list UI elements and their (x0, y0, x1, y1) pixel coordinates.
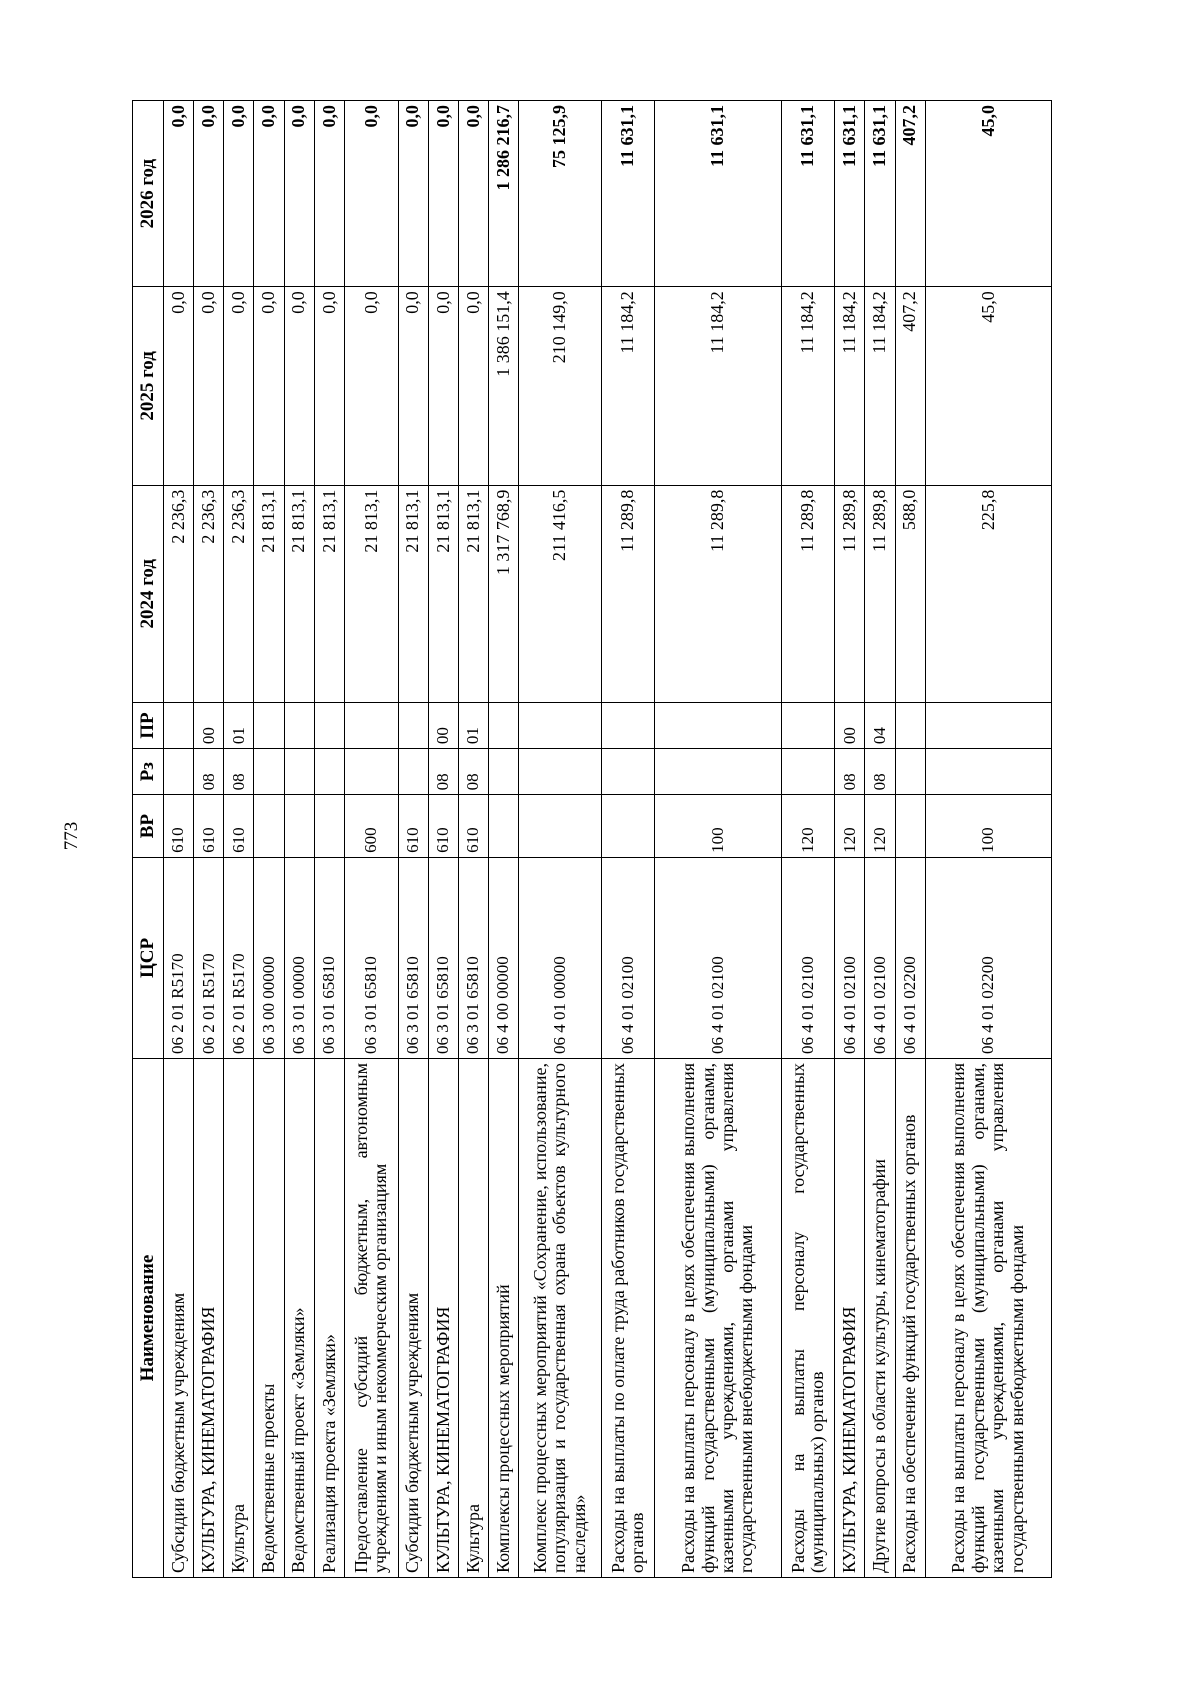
cell-pr (164, 702, 194, 748)
table-row (164, 101, 194, 1578)
cell-2025: 0,0 (254, 287, 284, 485)
table-row (284, 101, 314, 1578)
cell-2025: 11 184,2 (655, 287, 781, 485)
cell-2026: 407,2 (895, 101, 925, 287)
cell-pr (254, 702, 284, 748)
cell-2024: 2 236,3 (194, 485, 224, 702)
cell-name: КУЛЬТУРА, КИНЕМАТОГРАФИЯ (194, 1058, 224, 1577)
header-pr: ПР (133, 702, 164, 748)
cell-csr: 06 2 01 R5170 (164, 857, 194, 1058)
cell-vr: 610 (428, 795, 458, 858)
cell-rz (489, 749, 519, 795)
cell-vr (489, 795, 519, 858)
table-row (344, 101, 398, 1578)
cell-csr: 06 4 01 02100 (781, 857, 835, 1058)
cell-rz: 08 (428, 749, 458, 795)
cell-rz (314, 749, 344, 795)
cell-vr (314, 795, 344, 858)
cell-rz (284, 749, 314, 795)
cell-rz: 08 (194, 749, 224, 795)
cell-rz (164, 749, 194, 795)
cell-name: Расходы на обеспечение функций государственных органов (895, 1058, 925, 1577)
cell-name: Расходы на выплаты персоналу в целях обеспечения выполнения функций государственными (муниципальными) органами, казенными учреждениями, органами управления государственными внебюджетными фондами (925, 1058, 1051, 1577)
cell-2024: 21 813,1 (284, 485, 314, 702)
header-rz: Рз (133, 749, 164, 795)
cell-pr: 00 (835, 702, 865, 748)
page-number: 773 (61, 821, 82, 851)
table-row (458, 101, 488, 1578)
cell-2026: 11 631,1 (655, 101, 781, 287)
cell-vr: 610 (398, 795, 428, 858)
cell-name: Ведомственные проекты (254, 1058, 284, 1577)
table-row (895, 101, 925, 1578)
table-row (254, 101, 284, 1578)
cell-pr: 00 (428, 702, 458, 748)
cell-2025: 11 184,2 (601, 287, 655, 485)
cell-pr: 01 (224, 702, 254, 748)
cell-rz (655, 749, 781, 795)
cell-pr: 04 (865, 702, 895, 748)
cell-2026: 11 631,1 (835, 101, 865, 287)
cell-csr: 06 4 01 02200 (925, 857, 1051, 1058)
cell-2025: 0,0 (428, 287, 458, 485)
cell-name: Ведомственный проект «Земляки» (284, 1058, 314, 1577)
cell-2024: 11 289,8 (865, 485, 895, 702)
cell-csr: 06 4 01 02100 (655, 857, 781, 1058)
cell-2026: 11 631,1 (781, 101, 835, 287)
cell-2026: 0,0 (428, 101, 458, 287)
cell-2025: 0,0 (344, 287, 398, 485)
cell-pr: 01 (458, 702, 488, 748)
cell-name: Субсидии бюджетным учреждениям (164, 1058, 194, 1577)
cell-pr: 00 (194, 702, 224, 748)
table-row (194, 101, 224, 1578)
table-row (224, 101, 254, 1578)
cell-2026: 0,0 (254, 101, 284, 287)
header-2024: 2024 год (133, 485, 164, 702)
header-2025: 2025 год (133, 287, 164, 485)
cell-pr (314, 702, 344, 748)
cell-rz (895, 749, 925, 795)
cell-pr (398, 702, 428, 748)
cell-2026: 0,0 (284, 101, 314, 287)
cell-2025: 0,0 (398, 287, 428, 485)
cell-csr: 06 4 01 02200 (895, 857, 925, 1058)
table-header-row (133, 101, 164, 1578)
cell-2026: 0,0 (314, 101, 344, 287)
table-row (655, 101, 781, 1578)
cell-2026: 11 631,1 (865, 101, 895, 287)
cell-2025: 0,0 (194, 287, 224, 485)
cell-rz (519, 749, 602, 795)
cell-pr (655, 702, 781, 748)
cell-name: Расходы на выплаты по оплате труда работников государственных органов (601, 1058, 655, 1577)
cell-2026: 11 631,1 (601, 101, 655, 287)
cell-csr: 06 3 01 65810 (398, 857, 428, 1058)
table-row (398, 101, 428, 1578)
cell-name: Культура (224, 1058, 254, 1577)
cell-vr: 610 (164, 795, 194, 858)
table-row (314, 101, 344, 1578)
cell-csr: 06 3 01 65810 (428, 857, 458, 1058)
header-csr: ЦСР (133, 857, 164, 1058)
cell-rz (344, 749, 398, 795)
cell-pr (344, 702, 398, 748)
cell-csr: 06 3 01 65810 (458, 857, 488, 1058)
cell-name: Комплекс процессных мероприятий «Сохранение, использование, популяризация и государственная охрана объектов культурного наследия» (519, 1058, 602, 1577)
cell-name: Культура (458, 1058, 488, 1577)
cell-vr: 120 (781, 795, 835, 858)
cell-vr (601, 795, 655, 858)
cell-2025: 45,0 (925, 287, 1051, 485)
cell-vr: 120 (865, 795, 895, 858)
cell-pr (284, 702, 314, 748)
cell-2026: 0,0 (224, 101, 254, 287)
cell-rz (781, 749, 835, 795)
cell-pr (925, 702, 1051, 748)
cell-2025: 0,0 (458, 287, 488, 485)
cell-2024: 21 813,1 (314, 485, 344, 702)
cell-2026: 1 286 216,7 (489, 101, 519, 287)
cell-pr (489, 702, 519, 748)
cell-2025: 11 184,2 (781, 287, 835, 485)
cell-name: Реализация проекта «Земляки» (314, 1058, 344, 1577)
cell-csr: 06 2 01 R5170 (224, 857, 254, 1058)
cell-vr: 610 (458, 795, 488, 858)
cell-2024: 21 813,1 (398, 485, 428, 702)
table-row (601, 101, 655, 1578)
cell-name: КУЛЬТУРА, КИНЕМАТОГРАФИЯ (835, 1058, 865, 1577)
cell-csr: 06 4 00 00000 (489, 857, 519, 1058)
table-body (164, 101, 1052, 1578)
table-row (428, 101, 458, 1578)
cell-name: Предоставление субсидий бюджетным, автономным учреждениям и иным некоммерческим организациям (344, 1058, 398, 1577)
cell-2026: 75 125,9 (519, 101, 602, 287)
cell-vr: 600 (344, 795, 398, 858)
cell-2025: 0,0 (284, 287, 314, 485)
cell-csr: 06 3 00 00000 (254, 857, 284, 1058)
cell-2024: 11 289,8 (835, 485, 865, 702)
cell-csr: 06 4 01 02100 (865, 857, 895, 1058)
table-row (835, 101, 865, 1578)
cell-2025: 1 386 151,4 (489, 287, 519, 485)
cell-csr: 06 4 01 02100 (835, 857, 865, 1058)
cell-rz (254, 749, 284, 795)
cell-rz (601, 749, 655, 795)
table-row (519, 101, 602, 1578)
cell-name: Субсидии бюджетным учреждениям (398, 1058, 428, 1577)
cell-csr: 06 3 01 65810 (314, 857, 344, 1058)
header-vr: ВР (133, 795, 164, 858)
cell-2024: 21 813,1 (458, 485, 488, 702)
cell-2025: 407,2 (895, 287, 925, 485)
cell-2025: 210 149,0 (519, 287, 602, 485)
cell-name: Расходы на выплаты персоналу государственных (муниципальных) органов (781, 1058, 835, 1577)
cell-rz (398, 749, 428, 795)
cell-csr: 06 4 01 02100 (601, 857, 655, 1058)
cell-pr (601, 702, 655, 748)
cell-2024: 11 289,8 (655, 485, 781, 702)
table-row (925, 101, 1051, 1578)
cell-rz: 08 (835, 749, 865, 795)
cell-csr: 06 4 01 00000 (519, 857, 602, 1058)
cell-name: КУЛЬТУРА, КИНЕМАТОГРАФИЯ (428, 1058, 458, 1577)
cell-rz (925, 749, 1051, 795)
cell-2024: 225,8 (925, 485, 1051, 702)
cell-2024: 11 289,8 (601, 485, 655, 702)
cell-pr (519, 702, 602, 748)
cell-vr (254, 795, 284, 858)
cell-vr (284, 795, 314, 858)
cell-2024: 2 236,3 (224, 485, 254, 702)
cell-rz: 08 (865, 749, 895, 795)
budget-table (132, 100, 1052, 1578)
cell-2025: 0,0 (164, 287, 194, 485)
cell-vr: 100 (925, 795, 1051, 858)
cell-2026: 45,0 (925, 101, 1051, 287)
cell-2026: 0,0 (164, 101, 194, 287)
cell-vr: 100 (655, 795, 781, 858)
cell-2024: 11 289,8 (781, 485, 835, 702)
cell-2026: 0,0 (398, 101, 428, 287)
header-name: Наименование (133, 1058, 164, 1577)
cell-rz: 08 (458, 749, 488, 795)
cell-2025: 0,0 (224, 287, 254, 485)
cell-2026: 0,0 (458, 101, 488, 287)
cell-csr: 06 2 01 R5170 (194, 857, 224, 1058)
table-row (865, 101, 895, 1578)
cell-2026: 0,0 (344, 101, 398, 287)
cell-vr: 610 (194, 795, 224, 858)
cell-vr (895, 795, 925, 858)
cell-vr: 610 (224, 795, 254, 858)
header-2026: 2026 год (133, 101, 164, 287)
cell-2024: 211 416,5 (519, 485, 602, 702)
cell-2024: 588,0 (895, 485, 925, 702)
cell-vr: 120 (835, 795, 865, 858)
cell-2024: 21 813,1 (254, 485, 284, 702)
cell-rz: 08 (224, 749, 254, 795)
cell-csr: 06 3 01 65810 (344, 857, 398, 1058)
cell-pr (895, 702, 925, 748)
cell-name: Расходы на выплаты персоналу в целях обеспечения выполнения функций государственными (муниципальными) органами, казенными учреждениями, органами управления государственными внебюджетными фондами (655, 1058, 781, 1577)
cell-2024: 21 813,1 (428, 485, 458, 702)
table-row (489, 101, 519, 1578)
cell-csr: 06 3 01 00000 (284, 857, 314, 1058)
cell-name: Другие вопросы в области культуры, кинематографии (865, 1058, 895, 1577)
cell-pr (781, 702, 835, 748)
table-row (781, 101, 835, 1578)
cell-2024: 21 813,1 (344, 485, 398, 702)
cell-2025: 11 184,2 (865, 287, 895, 485)
cell-vr (519, 795, 602, 858)
cell-2025: 11 184,2 (835, 287, 865, 485)
cell-2024: 2 236,3 (164, 485, 194, 702)
cell-2025: 0,0 (314, 287, 344, 485)
cell-name: Комплексы процессных мероприятий (489, 1058, 519, 1577)
cell-2026: 0,0 (194, 101, 224, 287)
rotated-table-container (132, 100, 1052, 1578)
cell-2024: 1 317 768,9 (489, 485, 519, 702)
